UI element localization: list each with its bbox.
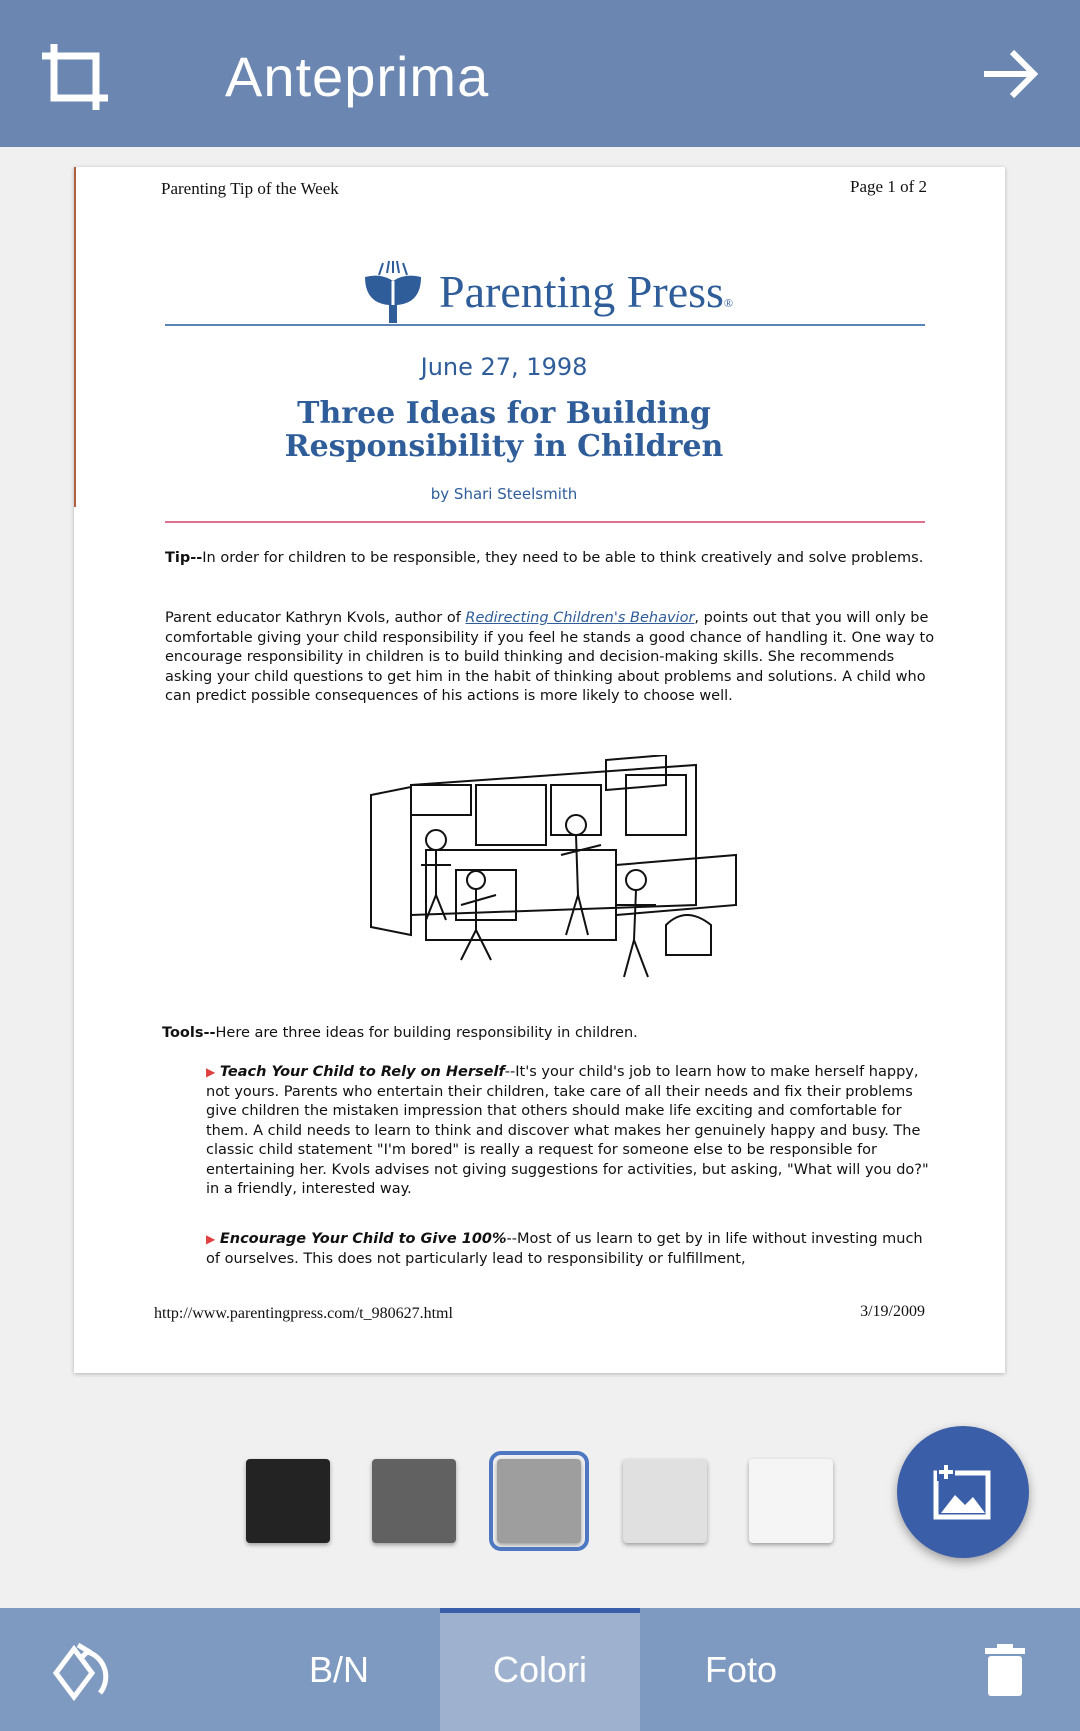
tools-paragraph: Tools--Here are three ideas for building responsibility in children. [162,1025,638,1041]
tip-paragraph: Tip--In order for children to be responsible, they need to be able to think creatively and solve problems. [165,550,924,566]
book-link[interactable]: Redirecting Children's Behavior [465,610,695,626]
document-page-number: Page 1 of 2 [850,177,927,196]
scan-edge [74,167,76,507]
swatch-dark-gray[interactable] [372,1459,456,1543]
tab-foto[interactable]: Foto [704,1649,778,1690]
bullet-item: ▶ Teach Your Child to Rely on Herself--It's your child's job to learn how to make herself happy, not yours. Parents who entertain their children, take care of all their needs and fix their problems give children the mistaken impression that others should make life exciting and comfortable for them. A child needs to learn to think and discover what makes her genuinely happy and busy. The classic child statement "I'm bored" is really a request for someone else to be responsible for entertaining her. Kvols advises not giving suggestions for activities, but asking, "What will you do?" in a friendly, interested way. [206,1064,929,1197]
bottom-toolbar [0,1608,1080,1731]
tab-bn[interactable]: B/N [308,1649,369,1690]
document-header-left: Parenting Tip of the Week [161,179,339,198]
divider [165,521,925,523]
add-image-button[interactable] [897,1426,1029,1558]
article-headline: Three Ideas for Building Responsibility in Children [284,396,724,464]
swatch-light-gray[interactable] [623,1459,707,1543]
bullet-marker-icon: ▶ [206,1232,216,1246]
article-date: June 27, 1998 [420,353,588,381]
tab-colori[interactable]: Colori [440,1608,640,1731]
swatch-gray[interactable] [497,1459,581,1543]
document-preview [74,167,1005,1373]
page-title: Anteprima [225,45,490,108]
add-image-icon [933,1463,993,1521]
trash-icon[interactable] [985,1644,1025,1696]
divider [165,324,925,326]
article-byline: by Shari Steelsmith [430,485,578,503]
bullet-marker-icon: ▶ [206,1065,216,1079]
parenting-press-logo-icon [359,259,427,323]
crop-icon[interactable] [40,42,110,112]
body-paragraph: Parent educator Kathryn Kvols, author of Redirecting Children's Behavior, points out that you will only be comfortable giving your child responsibility if you feel he stands a good chance of handling it. One way to encourage responsibility in children is to build thinking and decision-making skills. She recommends asking your child questions to get him in the habit of thinking about problems and solutions. A child who can predict possible consequences of his actions is more likely to choose well. [165,610,935,704]
rotate-icon[interactable] [48,1643,110,1705]
bullet-item: ▶ Encourage Your Child to Give 100%--Most of us learn to get by in life without investing much of ourselves. This does not particularly lead to responsibility or fulfillment, [206,1231,923,1267]
app-bar [0,0,1080,147]
document-footer-date: 3/19/2009 [860,1303,925,1320]
kitchen-illustration [366,755,746,985]
arrow-right-icon[interactable] [980,44,1040,104]
swatch-black[interactable] [246,1459,330,1543]
swatch-white[interactable] [749,1459,833,1543]
brand-name: Parenting Press® [439,266,734,317]
document-footer-url: http://www.parentingpress.com/t_980627.html [154,1305,453,1322]
